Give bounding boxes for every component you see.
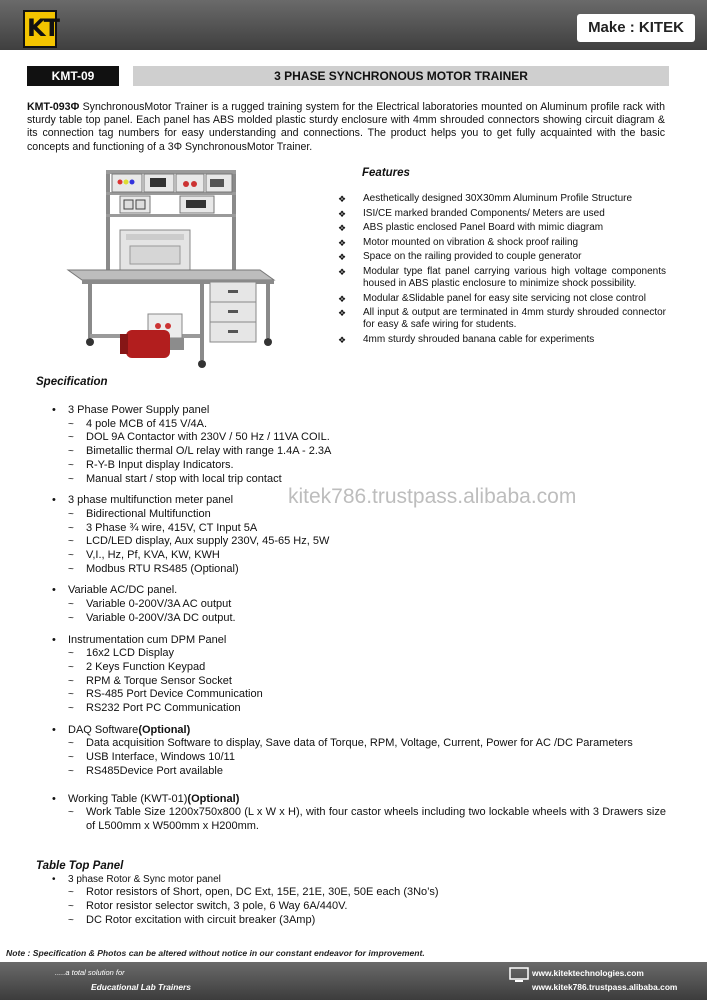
intro-text: SynchronousMotor Trainer is a rugged training system for the Electrical laboratories mounted on Aluminum profile rack with sturdy table top panel. Each panel has ABS molded plastic sturdy enclosure with 4mm shrouded connectors showing circuit diagram & its connection tag numbers for easy understanding and connections. The product helps you to get fully acquainted with the basic concepts and functioning of a 3Φ SynchronousMotor Trainer.: [27, 101, 665, 153]
tilde-bullet-icon: ~: [68, 901, 74, 913]
spec-item: ~ RS-485 Port Device Communication: [68, 688, 263, 701]
spec-group-heading: • Variable AC/DC panel.: [52, 584, 178, 597]
diamond-bullet-icon: ❖: [338, 293, 347, 304]
bullet-icon: •: [52, 633, 56, 646]
spec-item: ~ V,I., Hz, Pf, KVA, KW, KWH: [68, 549, 220, 562]
spec-group-heading: • 3 phase Rotor & Sync motor panel: [52, 874, 221, 885]
diamond-bullet-icon: ❖: [338, 194, 347, 204]
website-link[interactable]: www.kitektechnologies.com: [532, 968, 644, 978]
spec-item: ~ Rotor resistors of Short, open, DC Ext, 15E, 21E, 30E, 50E each (3No’s): [68, 886, 439, 899]
bullet-icon: •: [52, 584, 56, 597]
feature-item: ❖ 4mm sturdy shrouded banana cable for experiments: [338, 333, 595, 345]
tilde-bullet-icon: ~: [68, 418, 74, 430]
spec-group: [50, 584, 666, 625]
tilde-bullet-icon: ~: [68, 550, 74, 562]
tilde-bullet-icon: ~: [68, 914, 74, 926]
spec-item: ~ Work Table Size 1200x750x800 (L x W x H), with four castor wheels including two lockable wheels with 3 Drawers size of L500mm x W500mm x H200mm.: [68, 806, 666, 832]
intro-paragraph: [27, 101, 665, 154]
spec-item: ~ USB Interface, Windows 10/11: [68, 751, 235, 764]
bullet-icon: •: [52, 404, 56, 416]
spec-item: ~ Modbus RTU RS485 (Optional): [68, 562, 239, 575]
bullet-icon: •: [52, 792, 56, 805]
table-top-heading: Table Top Panel: [36, 860, 124, 872]
model-code: KMT-09: [27, 66, 119, 86]
spec-group-heading: • Instrumentation cum DPM Panel: [52, 633, 227, 646]
spec-group-heading: • 3 Phase Power Supply panel: [52, 404, 210, 416]
feature-item: ❖ Motor mounted on vibration & shock proof railing: [338, 236, 579, 248]
tilde-bullet-icon: ~: [68, 675, 74, 687]
feature-item: ❖ All input & output are terminated in 4mm sturdy shrouded connector for easy & safe wiring for students.: [338, 307, 666, 331]
spec-item: ~ DC Rotor excitation with circuit breaker (3Amp): [68, 913, 316, 926]
kitek-logo: [23, 10, 57, 48]
feature-item: ❖ ABS plastic enclosed Panel Board with mimic diagram: [338, 222, 604, 234]
bullet-icon: •: [52, 494, 56, 507]
spec-item: ~ R-Y-B Input display Indicators.: [68, 458, 234, 471]
feature-item: ❖ Modular &Slidable panel for easy site servicing not close control: [338, 292, 646, 304]
tilde-bullet-icon: ~: [68, 522, 74, 534]
tilde-bullet-icon: ~: [68, 689, 74, 701]
intro-code: KMT-093Φ: [27, 101, 80, 113]
diamond-bullet-icon: ❖: [338, 308, 347, 319]
feature-item: ❖ Space on the railing provided to couple generator: [338, 251, 582, 263]
website-link-alibaba[interactable]: www.kitek786.trustpass.alibaba.com: [532, 982, 678, 992]
tilde-bullet-icon: ~: [68, 648, 74, 660]
bullet-icon: •: [52, 723, 56, 736]
diamond-bullet-icon: ❖: [338, 237, 347, 248]
spec-group-heading: • Working Table (KWT-01)(Optional): [52, 792, 240, 805]
tilde-bullet-icon: ~: [68, 599, 74, 611]
spec-item: ~ Bimetallic thermal O/L relay with range 1.4A - 2.3A: [68, 445, 332, 458]
table-top-list: [50, 874, 666, 928]
diamond-bullet-icon: ❖: [338, 223, 347, 234]
feature-item: ❖ ISI/CE marked branded Components/ Meters are used: [338, 207, 605, 219]
diamond-bullet-icon: ❖: [338, 266, 347, 277]
spec-item: ~ RS232 Port PC Communication: [68, 702, 241, 715]
diamond-bullet-icon: ❖: [338, 334, 347, 345]
product-photo: [60, 162, 285, 382]
spec-item: ~ LCD/LED display, Aux supply 230V, 45-65 Hz, 5W: [68, 535, 330, 548]
page-title: 3 PHASE SYNCHRONOUS MOTOR TRAINER: [133, 66, 669, 86]
footer-tagline: .....a total solution for: [55, 968, 125, 977]
spec-item: ~ Data acquisition Software to display, Save data of Torque, RPM, Voltage, Current, Power for AC /DC Parameters: [68, 737, 633, 750]
tilde-bullet-icon: ~: [68, 661, 74, 673]
spec-group: [50, 634, 666, 716]
spec-item: ~ 4 pole MCB of 415 V/4A.: [68, 417, 208, 430]
tilde-bullet-icon: ~: [68, 459, 74, 471]
watermark: kitek786.trustpass.alibaba.com: [288, 485, 577, 508]
tilde-bullet-icon: ~: [68, 508, 74, 520]
disclaimer-note: Note : Specification & Photos can be altered without notice in our constant endeavor for improvement.: [6, 948, 425, 958]
feature-item: ❖ Aesthetically designed 30X30mm Aluminum Profile Structure: [338, 193, 633, 204]
spec-item: ~ RPM & Torque Sensor Socket: [68, 674, 232, 687]
spec-item: ~ Manual start / stop with local trip contact: [68, 472, 282, 485]
make-badge: Make : KITEK: [577, 14, 695, 42]
feature-item: ❖ Modular type flat panel carrying various high voltage components housed in ABS plastic enclosure to minimize shock possibility.: [338, 265, 666, 289]
tilde-bullet-icon: ~: [68, 703, 74, 715]
tilde-bullet-icon: ~: [68, 473, 74, 485]
diamond-bullet-icon: ❖: [338, 208, 347, 219]
tilde-bullet-icon: ~: [68, 752, 74, 764]
tilde-bullet-icon: ~: [68, 887, 74, 899]
tilde-bullet-icon: ~: [68, 563, 74, 575]
features-list: [338, 193, 666, 348]
spec-item: ~ 2 Keys Function Keypad: [68, 660, 206, 673]
features-heading: Features: [362, 167, 410, 179]
specification-heading: Specification: [36, 376, 108, 388]
spec-item: ~ DOL 9A Contactor with 230V / 50 Hz / 11VA COIL.: [68, 431, 330, 444]
tilde-bullet-icon: ~: [68, 738, 74, 750]
spec-item: ~ Variable 0-200V/3A DC output.: [68, 611, 236, 624]
bullet-icon: •: [52, 874, 56, 885]
tilde-bullet-icon: ~: [68, 432, 74, 444]
spec-group: [50, 793, 666, 834]
footer-bar: [0, 962, 707, 1000]
spec-group-heading: • DAQ Software(Optional): [52, 723, 191, 736]
tilde-bullet-icon: ~: [68, 446, 74, 458]
specification-list: [50, 404, 666, 842]
footer-tagline-bold: Educational Lab Trainers: [91, 982, 191, 992]
header-bar: [0, 0, 707, 50]
tilde-bullet-icon: ~: [68, 536, 74, 548]
logo-text: KT: [27, 14, 58, 42]
spec-item: ~ 3 Phase ¾ wire, 415V, CT Input 5A: [68, 521, 258, 534]
computer-icon: [509, 967, 529, 983]
spec-item: ~ 16x2 LCD Display: [68, 647, 175, 660]
spec-group-heading: • 3 phase multifunction meter panel: [52, 494, 234, 507]
spec-group: [50, 404, 666, 486]
spec-item: ~ RS485Device Port available: [68, 764, 223, 777]
model-bar: [27, 66, 669, 86]
tilde-bullet-icon: ~: [68, 807, 74, 819]
spec-item: ~ Bidirectional Multifunction: [68, 507, 211, 520]
diamond-bullet-icon: ❖: [338, 252, 347, 263]
tilde-bullet-icon: ~: [68, 612, 74, 624]
spec-group: [50, 724, 666, 779]
spec-item: ~ Rotor resistor selector switch, 3 pole, 6 Way 6A/440V.: [68, 900, 348, 913]
tilde-bullet-icon: ~: [68, 765, 74, 777]
spec-item: ~ Variable 0-200V/3A AC output: [68, 598, 232, 611]
